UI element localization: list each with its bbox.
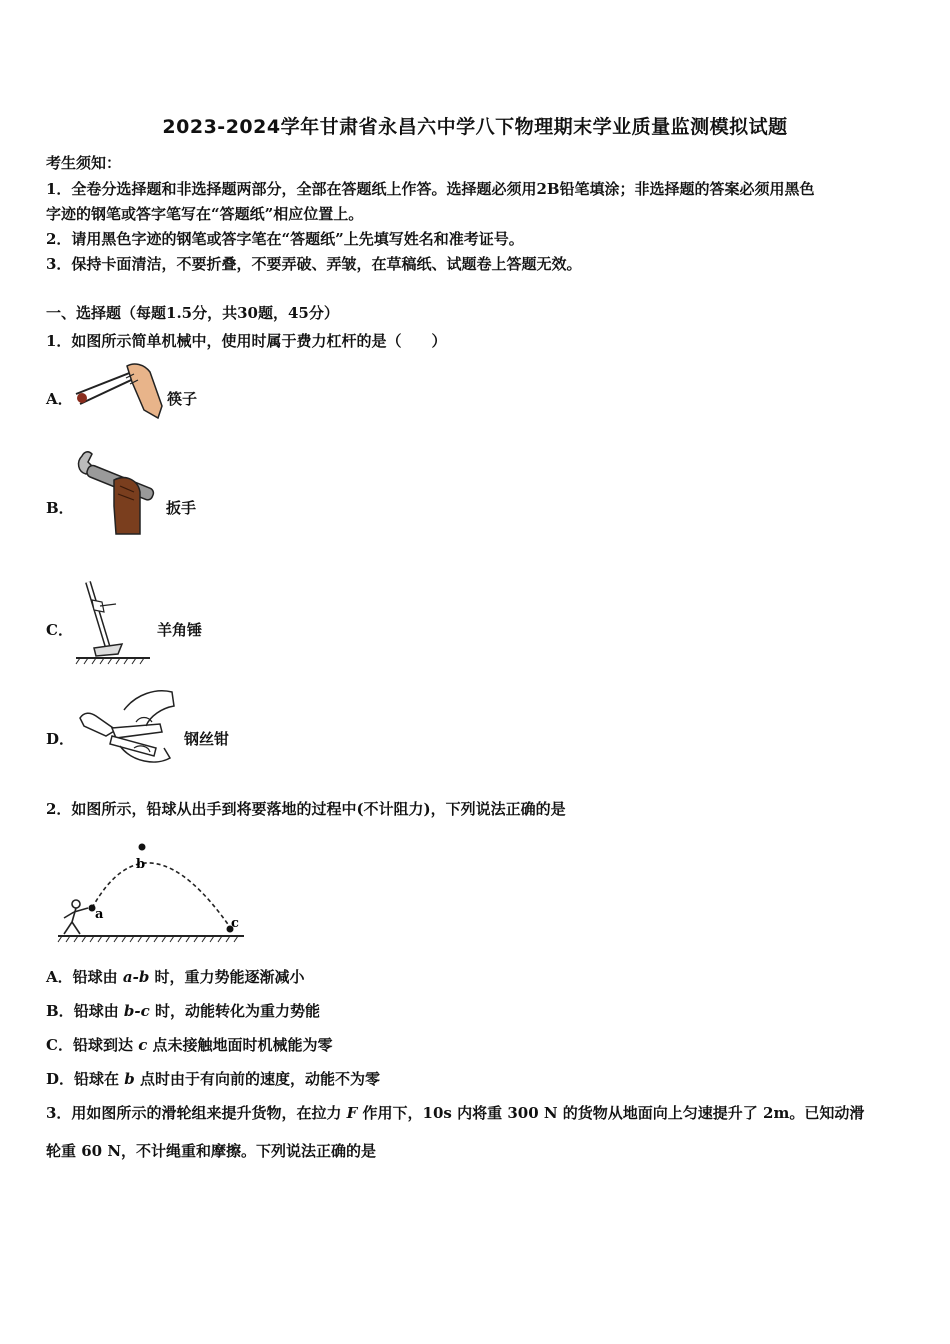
claw-hammer-icon xyxy=(74,578,154,670)
q1-option-d-letter: D． xyxy=(46,730,75,748)
chopsticks-icon xyxy=(72,360,167,424)
point-c-label: c xyxy=(231,916,239,931)
section-heading: 一、选择题（每题1.5分，共30题，45分） xyxy=(46,304,339,322)
q1-option-b-label: 扳手 xyxy=(166,499,197,517)
q2-option-d: D．铅球在 b 点时由于有向前的速度，动能不为零 xyxy=(46,1070,380,1088)
q1-stem: 1．如图所示简单机械中，使用时属于费力杠杆的是（ ） xyxy=(46,332,447,350)
q2-option-c: C．铅球到达 c 点未接触地面时机械能为零 xyxy=(46,1036,333,1054)
point-a-label: a xyxy=(95,907,104,922)
notice-heading: 考生须知： xyxy=(46,154,122,172)
q3-stem-line2: 轮重 60 N，不计绳重和摩擦。下列说法正确的是 xyxy=(46,1142,377,1160)
pliers-icon xyxy=(76,686,180,770)
page-title: 2023-2024学年甘肃省永昌六中学八下物理期末学业质量监测模拟试题 xyxy=(162,116,788,138)
q2-option-b: B．铅球由 b-c 时，动能转化为重力势能 xyxy=(46,1002,321,1020)
q1-option-a-label: 筷子 xyxy=(167,390,198,408)
q2-option-a: A．铅球由 a-b 时，重力势能逐渐减小 xyxy=(46,968,305,986)
q1-option-c-letter: C． xyxy=(46,621,73,639)
notice-item-3: 3．保持卡面清洁，不要折叠，不要弄破、弄皱，在草稿纸、试题卷上答题无效。 xyxy=(46,255,582,273)
notice-item-1: 1．全卷分选择题和非选择题两部分，全部在答题纸上作答。选择题必须用2B铅笔填涂；非选择题的答案必须用黑色 xyxy=(46,180,815,198)
q3-stem-line1: 3．用如图所示的滑轮组来提升货物，在拉力 F 作用下，10s 内将重 300 N 的货物从地面向上匀速提升了 2m。已知动滑 xyxy=(46,1104,865,1122)
thrower-figure xyxy=(64,900,88,934)
q1-option-b-letter: B． xyxy=(46,499,74,517)
wrench-icon xyxy=(74,446,164,538)
point-b-label: b xyxy=(136,857,146,872)
q1-option-c-label: 羊角锤 xyxy=(157,621,203,639)
notice-item-1-cont: 字迹的钢笔或答字笔写在“答题纸”相应位置上。 xyxy=(46,205,364,223)
q1-option-d-label: 钢丝钳 xyxy=(184,730,230,748)
shot-put-trajectory-figure xyxy=(54,838,250,946)
q1-option-a-letter: A． xyxy=(46,390,73,408)
notice-item-2: 2．请用黑色字迹的钢笔或答字笔在“答题纸”上先填写姓名和准考证号。 xyxy=(46,230,524,248)
q2-stem: 2．如图所示，铅球从出手到将要落地的过程中(不计阻力)，下列说法正确的是 xyxy=(46,800,566,818)
